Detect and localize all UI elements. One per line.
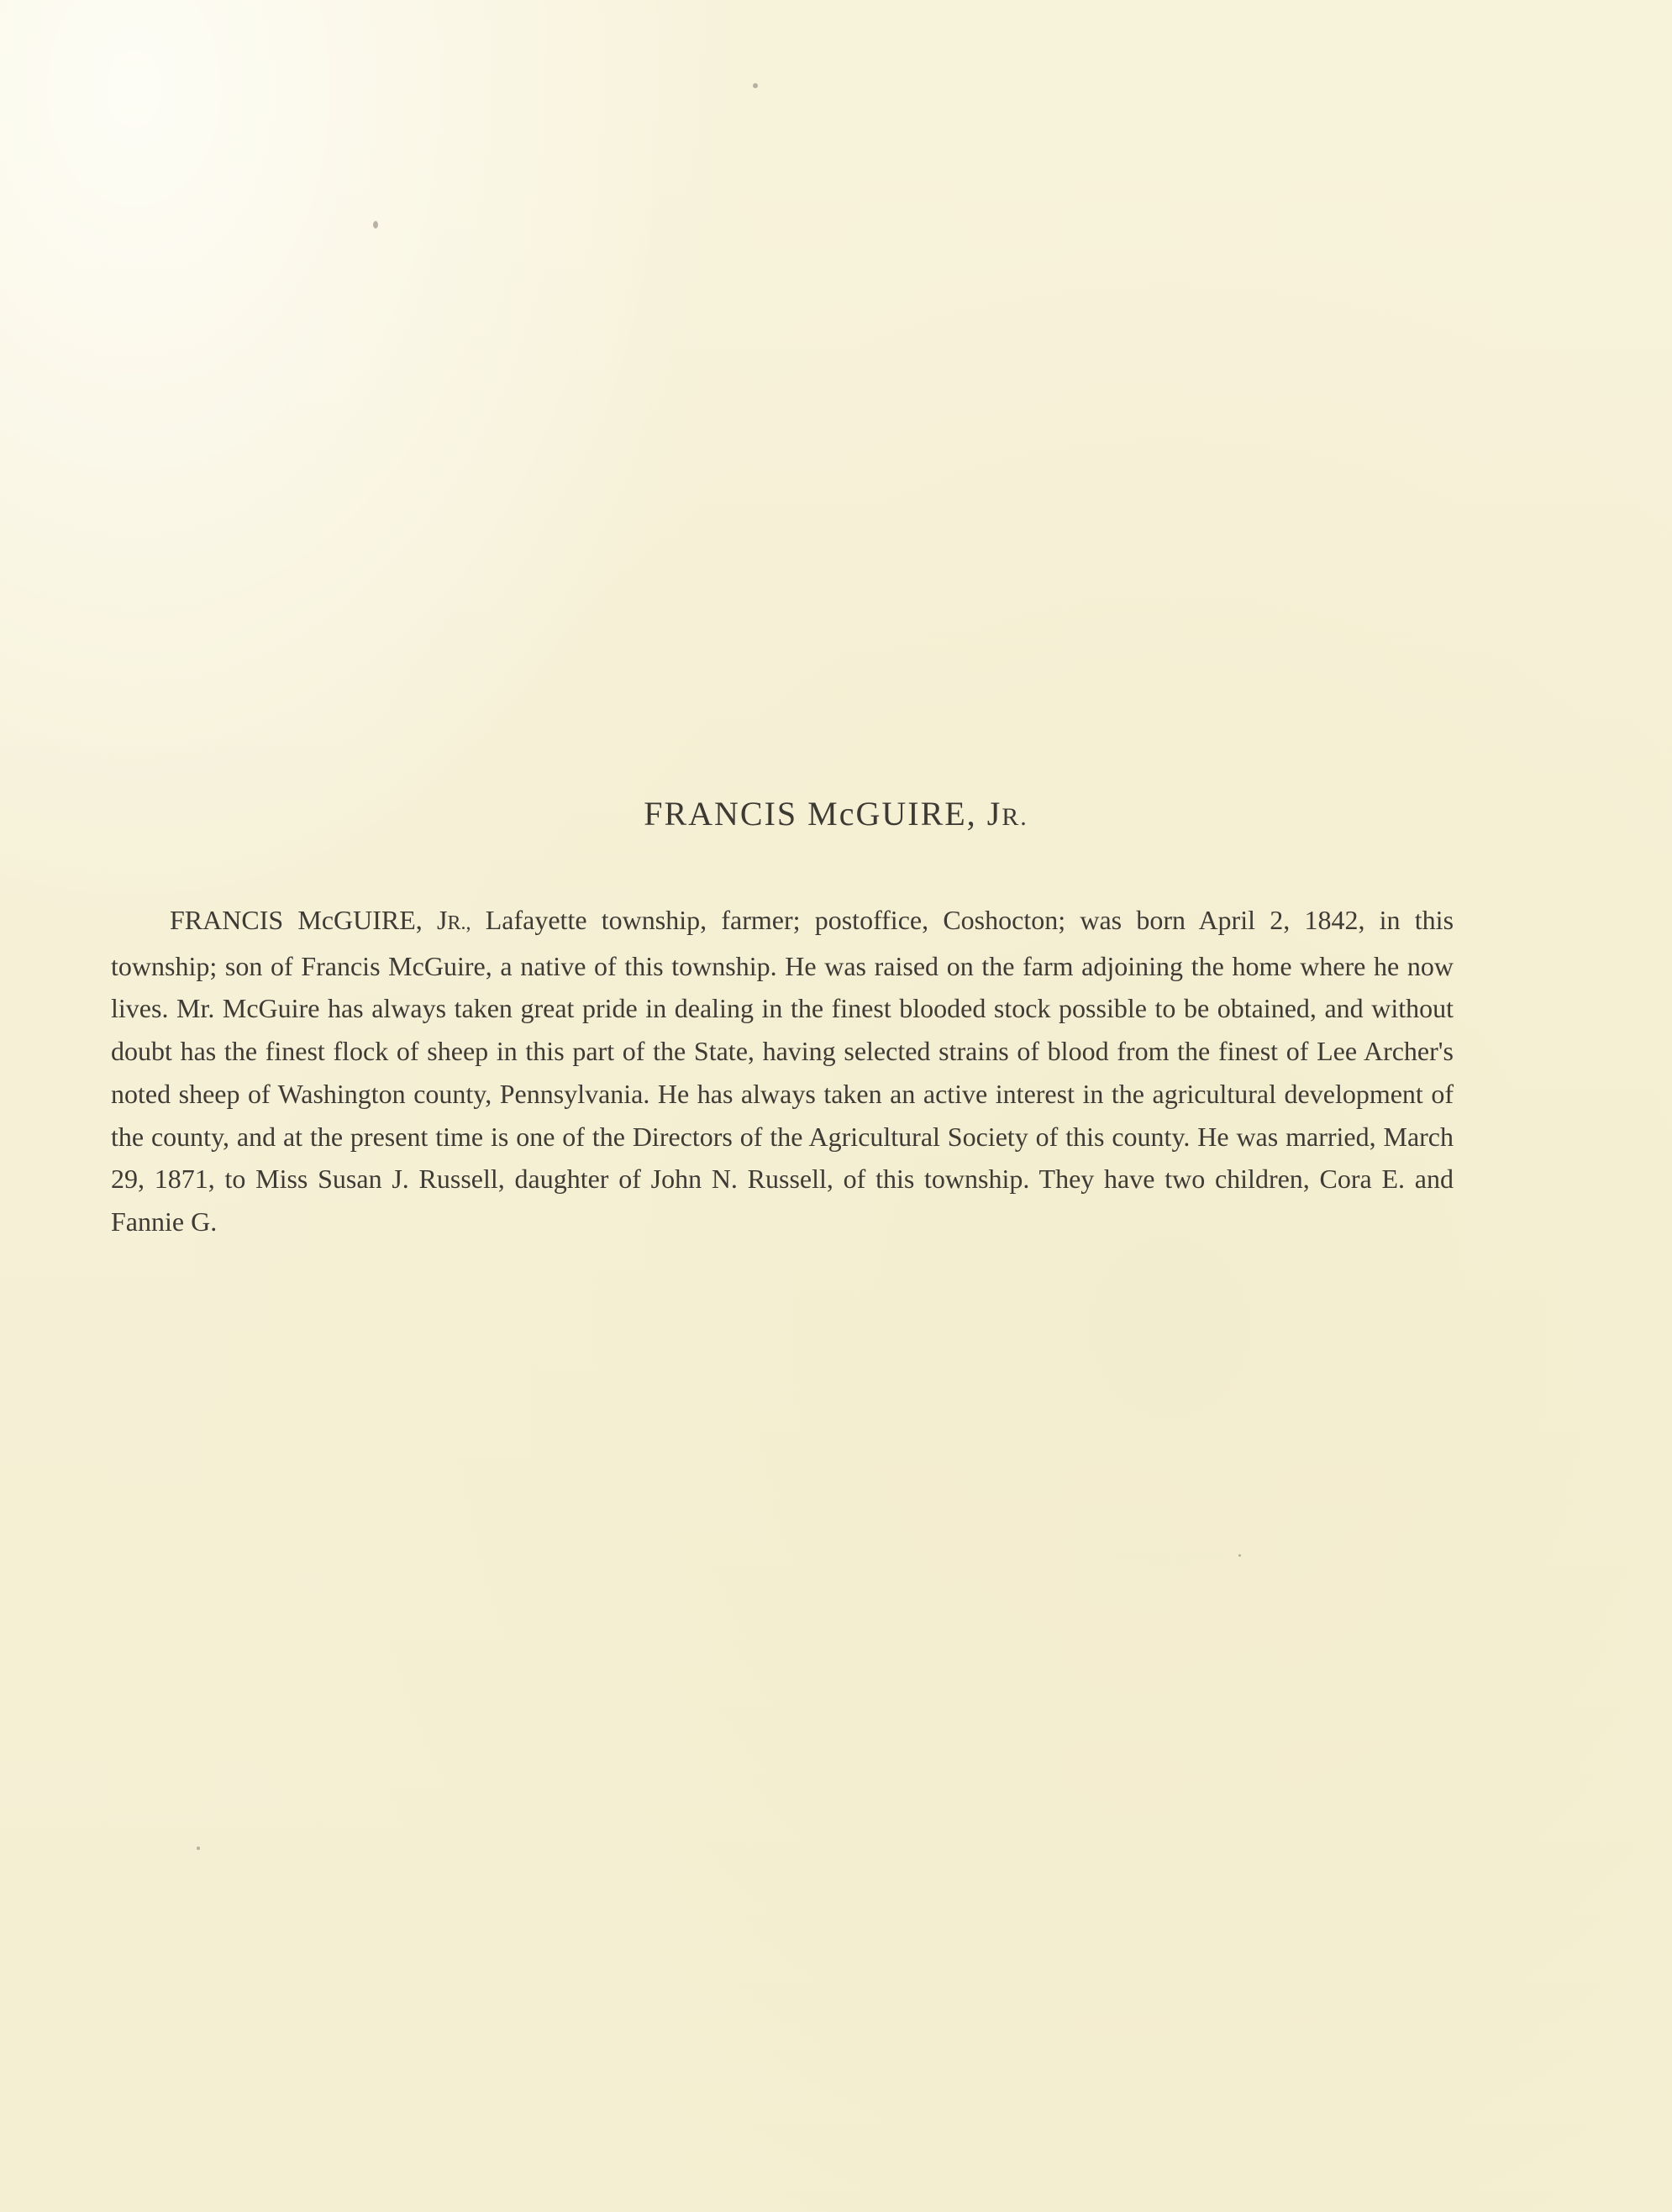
biography-paragraph: [111, 899, 1454, 1243]
biography-lead-suffix-rest: R.,: [447, 912, 471, 934]
paper-speck: [197, 1847, 200, 1850]
biography-text: Lafayette township, farmer; postoffice, Coshocton; was born April 2, 1842, in this township; son of Francis McGuire, a native of this township. He was raised on the farm adjoining the home where he now lives. Mr. McGuire has always taken great pride in dealing in the finest blooded stock possible to be obtained, and without doubt has the finest flock of sheep in this part of the State, having selected strains of blood from the finest of Lee Archer's noted sheep of Washington county, Pennsylvania. He has always taken an active interest in the agricultural development of the county, and at the present time is one of the Directors of the Agricultural Society of this county. He was married, March 29, 1871, to Miss Susan J. Russell, daughter of John N. Russell, of this township. They have two children, Cora E. and Fannie G.: [111, 905, 1454, 1237]
title-suffix-initial: J: [986, 795, 1002, 833]
paper-speck: [373, 221, 378, 229]
title-name: FRANCIS McGUIRE,: [644, 795, 977, 833]
title-suffix-rest: R.: [1002, 803, 1028, 831]
paper-speck: [753, 83, 758, 88]
biography-lead-name: FRANCIS McGUIRE,: [170, 905, 423, 935]
paper-speck: [1238, 1554, 1241, 1557]
page-title: [0, 794, 1672, 833]
biography-lead-suffix-initial: J: [437, 905, 448, 935]
